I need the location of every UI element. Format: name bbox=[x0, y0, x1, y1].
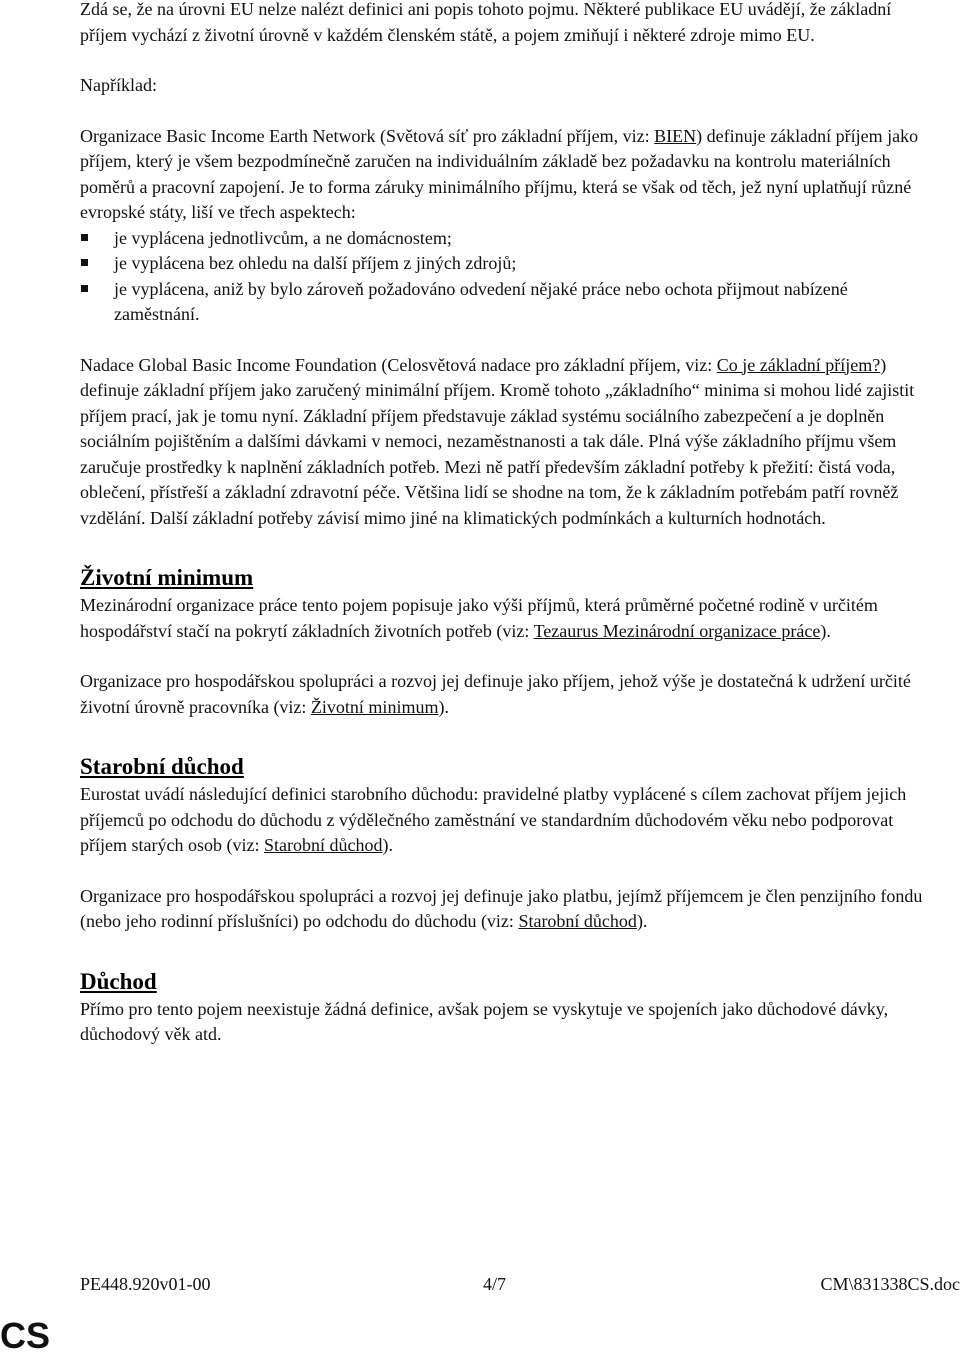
tezaurus-link[interactable]: Tezaurus Mezinárodní organizace práce bbox=[533, 620, 821, 641]
bullet-square-icon bbox=[81, 285, 88, 292]
example-label: Například: bbox=[80, 75, 157, 95]
bien-link[interactable]: BIEN bbox=[654, 125, 697, 146]
text-end: ). bbox=[820, 620, 831, 641]
text-start: Eurostat uvádí následující definici starobního důchodu: pravidelné platby vyplácené s cílem zachovat příjem jejich příjemců po odchodu do důchodu z výdělečného zaměstnání ve standardním důchodovém věku nebo podporovat příjem starých osob (viz: bbox=[80, 784, 907, 855]
heading-zivotni-minimum: Životní minimum bbox=[80, 565, 254, 590]
language-code: CS bbox=[0, 1315, 51, 1356]
list-item-text: je vyplácena bez ohledu na další příjem z jiných zdrojů; bbox=[114, 253, 517, 273]
heading-duchod: Důchod bbox=[80, 968, 157, 994]
list-item bbox=[80, 251, 932, 277]
list-item bbox=[80, 277, 932, 328]
text-start: Mezinárodní organizace práce tento pojem popisuje jako výši příjmů, která průměrné početné rodině v určitém hospodářství stačí na pokrytí základních životních potřeb (viz: bbox=[80, 595, 878, 641]
file-name: CM\831338CS.doc bbox=[820, 1274, 960, 1294]
page-footer bbox=[80, 1272, 960, 1300]
document-reference: PE448.920v01-00 bbox=[80, 1274, 211, 1294]
heading-starobni-duchod: Starobní důchod bbox=[80, 754, 244, 779]
starobni-duchod-paragraph-2 bbox=[80, 884, 932, 935]
bien-text-end: ) definuje základní příjem jako příjem, který je všem bezpodmínečně zaručen na individuálním základě bez požadavku na kontrolu materiálních poměrů a pracovní zapojení. Je to forma záruky minimálního příjmu, která se však od těch, jež nyní uplatňují různé evropské státy, liší ve třech aspektech: bbox=[80, 125, 919, 222]
gbif-text-start: Nadace Global Basic Income Foundation (Celosvětová nadace pro základní příjem, viz: bbox=[80, 354, 717, 375]
aspects-list bbox=[80, 226, 932, 328]
document-body bbox=[80, 0, 932, 1048]
intro-paragraph: Zdá se, že na úrovni EU nelze nalézt definici ani popis tohoto pojmu. Některé publikace EU uvádějí, že základní příjem vychází z životní úrovně v každém členském státě, a pojem zmiňují i některé zdroje mimo EU. bbox=[80, 0, 892, 45]
duchod-paragraph: Přímo pro tento pojem neexistuje žádná definice, avšak pojem se vyskytuje ve spojeních jako důchodové dávky, důchodový věk atd. bbox=[80, 998, 889, 1044]
text-start: Organizace pro hospodářskou spolupráci a rozvoj jej definuje jako platbu, jejímž příjemcem je člen penzijního fondu (nebo jeho rodinní příslušníci) po odchodu do důchodu (viz: bbox=[80, 885, 923, 931]
gbif-paragraph bbox=[80, 353, 932, 532]
list-item bbox=[80, 226, 932, 252]
bullet-square-icon bbox=[81, 259, 88, 266]
gbif-text-end: ) definuje základní příjem jako zaručený minimální příjem. Kromě tohoto „základního“ minima si mohou lidé zajistit příjem prací, jak je tomu nyní. Základní příjem představuje základ systému sociálního zabezpečení a je doplněn sociálním pojištěním a dalšími dávkami v nemoci, nezaměstnanosti a tak dále. Plná výše základního příjmu všem zaručuje prostředky k naplnění základních potřeb. Mezi ně patří především základní potřeby k přežití: čistá voda, oblečení, přístřeší a základní zdravotní péče. Většina lidí se shodne na tom, že k základním potřebám patří rovněž vzdělání. Další základní potřeby závisí mimo jiné na klimatických podmínkách a kulturních hodnotách. bbox=[80, 354, 915, 528]
bien-text-start: Organizace Basic Income Earth Network (Světová síť pro základní příjem, viz: bbox=[80, 125, 655, 146]
text-start: Organizace pro hospodářskou spolupráci a rozvoj jej definuje jako příjem, jehož výše je dostatečná k udržení určité životní úrovně pracovníka (viz: bbox=[80, 671, 911, 717]
zivotni-minimum-paragraph-1 bbox=[80, 593, 932, 644]
text-end: ). bbox=[382, 835, 393, 855]
starobni-duchod-link-2[interactable]: Starobní důchod bbox=[518, 911, 637, 931]
starobni-duchod-link[interactable]: Starobní důchod bbox=[263, 835, 383, 855]
bullet-square-icon bbox=[81, 234, 88, 241]
list-item-text: je vyplácena jednotlivcům, a ne domácnostem; bbox=[114, 227, 452, 248]
zivotni-minimum-link[interactable]: Životní minimum bbox=[310, 696, 439, 717]
bien-paragraph bbox=[80, 124, 932, 226]
list-item-text: je vyplácena, aniž by bylo zároveň požadováno odvedení nějaké práce nebo ochota přijmout nabízené zaměstnání. bbox=[114, 278, 848, 324]
text-end: ). bbox=[636, 911, 648, 931]
zivotni-minimum-paragraph-2 bbox=[80, 669, 932, 720]
text-end: ). bbox=[438, 696, 449, 717]
gbif-link[interactable]: Co je základní příjem? bbox=[716, 354, 881, 375]
starobni-duchod-paragraph-1 bbox=[80, 782, 932, 859]
page-number: 4/7 bbox=[483, 1274, 507, 1294]
